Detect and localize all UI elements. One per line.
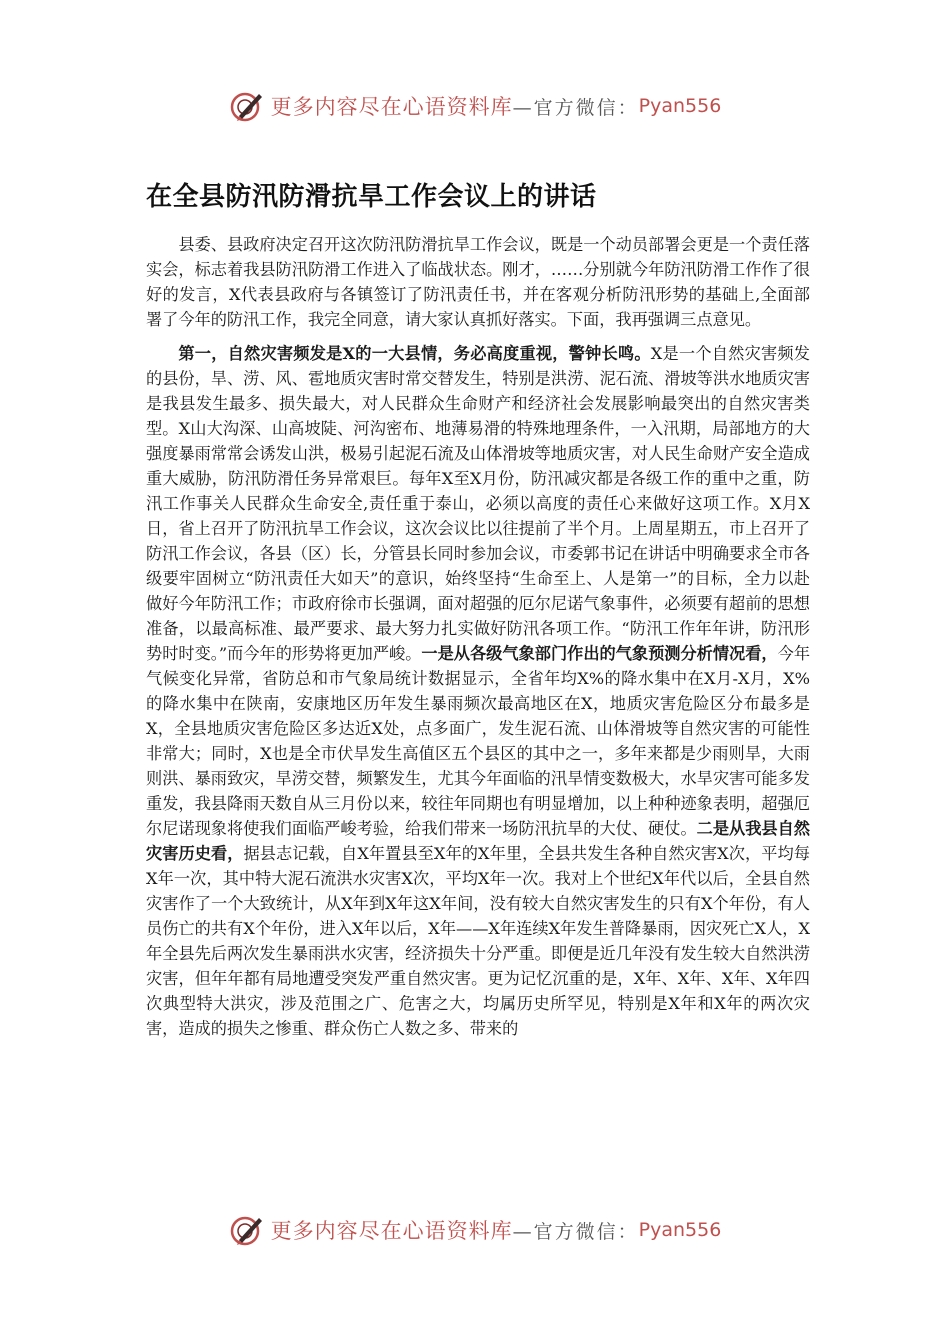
banner-text-id: Pyan556 <box>638 95 722 117</box>
pen-logo-icon <box>229 88 265 124</box>
pen-logo-icon <box>229 1212 265 1248</box>
document-title: 在全县防汛防滑抗旱工作会议上的讲话 <box>146 182 597 212</box>
bold-heading-history: 二是从我县自然灾害历史看， <box>146 819 810 863</box>
paragraph-intro: 县委、县政府决定召开这次防汛防滑抗旱工作会议，既是一个动员部署会更是一个责任落实会，标志着我县防汛防滑工作进入了临战状态。刚才，……分别就今年防汛防滑工作作了很好的发言，X代表县政府与各镇签订了防汛责任书，并在客观分析防汛形势的基础上,全面部署了今年的防汛工作，我完全同意，请大家认真抓好落实。下面，我再强调三点意见。 <box>146 235 810 329</box>
bold-heading-weather: 一是从各级气象部门作出的气象预测分析情况看， <box>421 644 778 663</box>
banner-text-wechat: —官方微信： <box>512 1220 639 1243</box>
paragraph-text: X是一个自然灾害频发的县份，旱、涝、风、雹地质灾害时常交替发生，特别是洪涝、泥石流、滑坡等洪水地质灾害是我县发生最多、损失最大，对人民群众生命财产和经济社会发展影响最突出的自然灾害类型。X山大沟深、山高坡陡、河沟密布、地薄易滑的特殊地理条件，一入汛期，局部地方的大强度暴雨常常会诱发山洪，极易引起泥石流及山体滑坡等地质灾害，对人民生命财产安全造成重大威胁，防汛防滑任务异常艰巨。每年X至X月份，防汛减灾都是各级工作的重中之重，防汛工作事关人民群众生命安全,责任重于泰山，必须以高度的责任心来做好这项工作。X月X日，省上召开了防汛抗旱工作会议，这次会议比以往提前了半个月。上周星期五，市上召开了防汛工作会议，各县（区）长，分管县长同时参加会议，市委郭书记在讲话中明确要求全市各级要牢固树立“防汛责任大如天”的意识，始终坚持“生命至上、人是第一”的目标，全力以赴做好今年防汛工作；市政府徐市长强调，面对超强的厄尔尼诺气象事件，必须要有超前的思想准备，以最高标准、最严要求、最大努力扎实做好防汛各项工作。“防汛工作年年讲，防汛形势时时变。”而今年的形势将更加严峻。 <box>146 344 810 663</box>
footer-banner <box>0 1210 950 1250</box>
banner-text-wechat: —官方微信： <box>512 96 639 119</box>
paragraph-text: 据县志记载，自X年置县至X年的X年里，全县共发生各种自然灾害X次，平均每X年一次，其中特大泥石流洪水灾害X次，平均X年一次。我对上个世纪X年代以后，全县自然灾害作了一个大致统计，从X年到X年这X年间，没有较大自然灾害发生的只有X个年份，有人员伤亡的共有X个年份，进入X年以后，X年——X年连续X年发生普降暴雨，因灾死亡X人，X年全县先后两次发生暴雨洪水灾害，经济损失十分严重。即便是近几年没有发生较大自然洪涝灾害，但年年都有局地遭受突发严重自然灾害。更为记忆沉重的是，X年、X年、X年、X年四次典型特大洪灾，涉及范围之广、危害之大，均属历史所罕见，特别是X年和X年的两次灾害，造成的损失之惨重、群众伤亡人数之多、带来的 <box>146 844 810 1038</box>
banner-text-id: Pyan556 <box>638 1219 722 1241</box>
header-banner <box>0 86 950 126</box>
banner-text-main: 更多内容尽在心语资料库 <box>270 1219 513 1243</box>
paragraph-text: 今年气候变化异常，省防总和市气象局统计数据显示，全省年均X%的降水集中在X月-X月，X%的降水集中在陕南，安康地区历年发生暴雨频次最高地区在X，地质灾害危险区分布最多是X，全县地质灾害危险区多达近X处，点多面广，发生泥石流、山体滑坡等自然灾害的可能性非常大；同时，X也是全市伏旱发生高值区五个县区的其中之一，多年来都是少雨则旱，大雨则洪、暴雨致灾，旱涝交替，频繁发生，尤其今年面临的汛旱情变数极大，水旱灾害可能多发重发，我县降雨天数自从三月份以来，较往年同期也有明显增加，以上种种迹象表明，超强厄尔尼诺现象将使我们面临严峻考验，给我们带来一场防汛抗旱的大仗、硬仗。 <box>146 644 811 838</box>
bold-heading-first: 第一，自然灾害频发是X的一大县情，务必高度重视，警钟长鸣。 <box>178 344 651 363</box>
document-body <box>146 232 810 1050</box>
banner-text-main: 更多内容尽在心语资料库 <box>270 95 513 119</box>
paragraph-first-point <box>146 341 810 1041</box>
